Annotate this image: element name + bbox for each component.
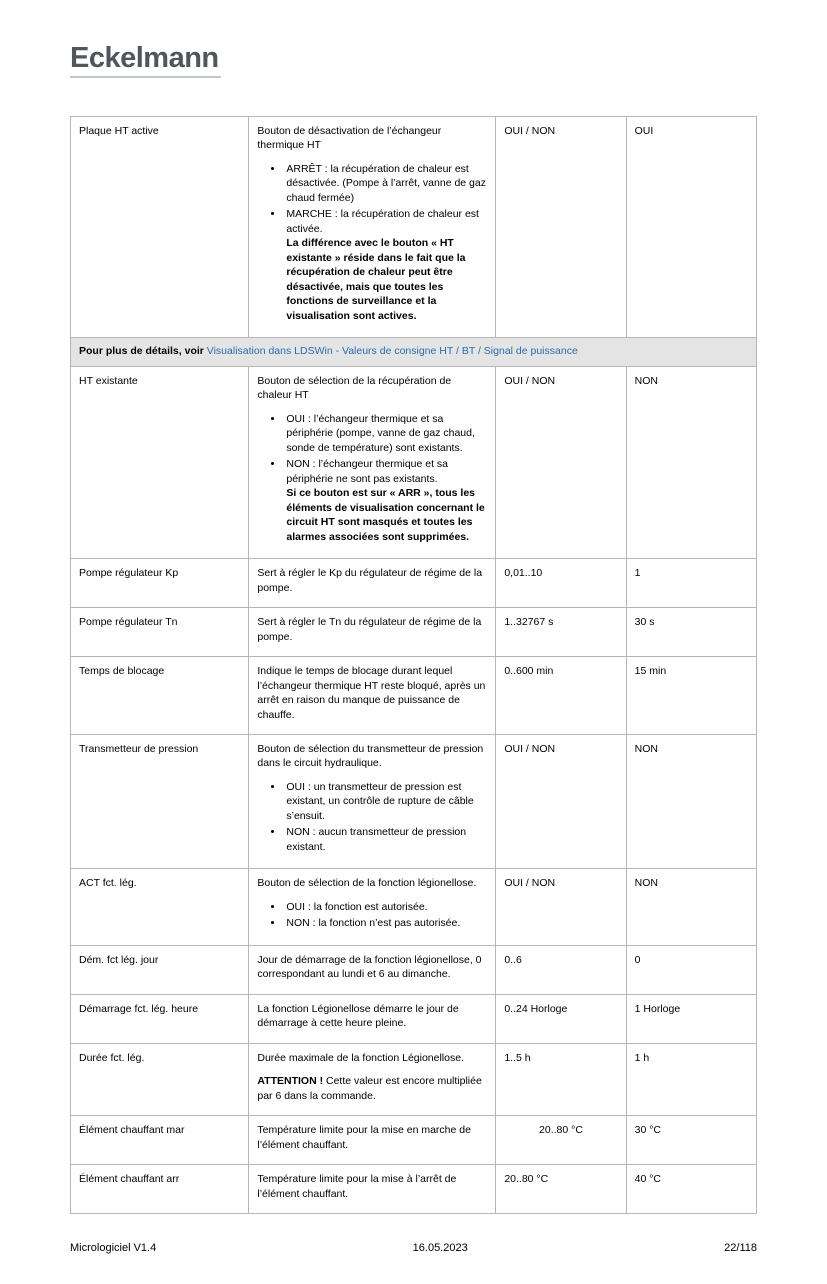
text-segment: OUI : la fonction est autorisée. <box>286 900 428 913</box>
description-paragraph <box>257 1051 487 1065</box>
description-paragraph <box>257 1172 487 1201</box>
param-name-cell: Dém. fct lég. jour <box>71 945 249 994</box>
footer-page-number: 22/118 <box>724 1242 757 1255</box>
text-segment: NON : la fonction n’est pas autorisée. <box>286 917 461 930</box>
details-link[interactable]: Visualisation dans LDSWin - Valeurs de consigne HT / BT / Signal de puissance <box>206 345 578 358</box>
param-default-cell: NON <box>626 869 756 945</box>
param-desc-cell <box>249 559 496 608</box>
param-default-cell: 1 Horloge <box>626 994 756 1043</box>
bullet-list <box>257 162 487 323</box>
param-table-body <box>71 117 757 1214</box>
text-segment: La différence avec le bouton « HT existante » réside dans le fait que la récupération de chaleur peut être désactivée, mais que toutes les fonctions de surveillance et la visualisation sont actives. <box>286 237 466 322</box>
text-segment: ATTENTION ! <box>257 1075 324 1088</box>
param-desc-cell <box>249 734 496 868</box>
text-segment: Température limite pour la mise à l’arrêt de l’élément chauffant. <box>257 1173 457 1200</box>
param-default-cell: 40 °C <box>626 1165 756 1214</box>
param-default-cell: 30 s <box>626 608 756 657</box>
note-prefix: Pour plus de détails, voir <box>79 345 207 358</box>
param-default-cell: 0 <box>626 945 756 994</box>
text-segment: Si ce bouton est sur « ARR », tous les éléments de visualisation concernant le circuit HT sont masqués et toutes les alarmes associées sont supprimées. <box>286 487 485 543</box>
param-default-cell: 1 h <box>626 1043 756 1115</box>
text-segment: Bouton de désactivation de l’échangeur thermique HT <box>257 125 442 152</box>
description-paragraph <box>257 374 487 403</box>
description-paragraph <box>257 566 487 595</box>
table-row <box>71 1116 757 1165</box>
param-default-cell: 1 <box>626 559 756 608</box>
table-row <box>71 994 757 1043</box>
table-row <box>71 734 757 868</box>
text-segment: Bouton de sélection de la fonction légionellose. <box>257 877 477 890</box>
param-default-cell: OUI <box>626 117 756 338</box>
param-range-cell: 0..600 min <box>496 657 626 735</box>
bullet-item <box>284 412 487 455</box>
param-default-cell: 30 °C <box>626 1116 756 1165</box>
text-segment: Durée maximale de la fonction Légionellose. <box>257 1051 464 1064</box>
param-range-cell: OUI / NON <box>496 366 626 558</box>
description-paragraph <box>257 953 487 982</box>
param-name-cell: Transmetteur de pression <box>71 734 249 868</box>
table-row <box>71 657 757 735</box>
param-desc-cell <box>249 608 496 657</box>
bullet-item <box>284 162 487 205</box>
text-segment: MARCHE : la récupération de chaleur est activée. <box>286 208 479 235</box>
text-segment: Sert à régler le Kp du régulateur de régime de la pompe. <box>257 567 483 594</box>
description-paragraph <box>257 664 487 722</box>
param-name-cell: Pompe régulateur Kp <box>71 559 249 608</box>
param-range-cell: 20..80 °C <box>496 1116 626 1165</box>
param-table <box>70 116 757 1214</box>
note-row <box>71 338 757 366</box>
text-segment: OUI : un transmetteur de pression est existant, un contrôle de rupture de câble s’ensuit. <box>286 780 474 822</box>
param-default-cell: NON <box>626 734 756 868</box>
description-paragraph <box>257 615 487 644</box>
param-range-cell: OUI / NON <box>496 869 626 945</box>
text-segment: NON : aucun transmetteur de pression existant. <box>286 826 467 853</box>
param-name-cell: HT existante <box>71 366 249 558</box>
param-name-cell: Élément chauffant arr <box>71 1165 249 1214</box>
param-desc-cell <box>249 1116 496 1165</box>
param-desc-cell <box>249 366 496 558</box>
param-name-cell: Plaque HT active <box>71 117 249 338</box>
text-segment: Sert à régler le Tn du régulateur de régime de la pompe. <box>257 616 482 643</box>
description-paragraph <box>257 1074 487 1103</box>
table-row <box>71 559 757 608</box>
bullet-item <box>284 457 487 544</box>
text-segment: Bouton de sélection du transmetteur de pression dans le circuit hydraulique. <box>257 742 484 770</box>
param-default-cell: NON <box>626 366 756 558</box>
bullet-list <box>257 412 487 544</box>
param-range-cell: 1..32767 s <box>496 608 626 657</box>
param-range-cell: 0..6 <box>496 945 626 994</box>
param-name-cell: ACT fct. lég. <box>71 869 249 945</box>
table-row <box>71 1165 757 1214</box>
bullet-item <box>284 825 487 854</box>
bullet-list <box>257 900 487 931</box>
description-paragraph <box>257 1123 487 1152</box>
text-segment: OUI : l’échangeur thermique et sa périphérie (pompe, vanne de gaz chaud, sonde de température) sont existants. <box>286 412 475 454</box>
description-paragraph <box>257 876 487 890</box>
footer-version: Micrologiciel V1.4 <box>70 1242 157 1255</box>
footer-date: 16.05.2023 <box>412 1242 468 1255</box>
param-desc-cell <box>249 1043 496 1115</box>
table-row <box>71 608 757 657</box>
param-range-cell: OUI / NON <box>496 734 626 868</box>
text-segment: Bouton de sélection de la récupération de chaleur HT <box>257 374 452 402</box>
text-segment: Indique le temps de blocage durant lequel l’échangeur thermique HT reste bloqué, après un arrêt en raison du manque de puissance de chauffe. <box>257 665 486 721</box>
table-row <box>71 869 757 945</box>
param-desc-cell <box>249 945 496 994</box>
text-segment: Température limite pour la mise en marche de l’élément chauffant. <box>257 1124 471 1151</box>
param-name-cell: Démarrage fct. lég. heure <box>71 994 249 1043</box>
table-row <box>71 117 757 338</box>
param-name-cell: Durée fct. lég. <box>71 1043 249 1115</box>
text-segment: Cette valeur est encore multipliée par 6 dans la commande. <box>257 1075 482 1102</box>
param-desc-cell <box>249 869 496 945</box>
param-range-cell: OUI / NON <box>496 117 626 338</box>
description-paragraph <box>257 742 487 771</box>
param-range-cell: 1..5 h <box>496 1043 626 1115</box>
note-cell <box>71 338 757 366</box>
eckelmann-logo: Eckelmann <box>70 42 221 78</box>
text-segment: La fonction Légionellose démarre le jour de démarrage à cette heure pleine. <box>257 1002 459 1030</box>
param-range-cell: 0,01..10 <box>496 559 626 608</box>
page-footer <box>70 1242 757 1254</box>
param-range-cell: 20..80 °C <box>496 1165 626 1214</box>
text-segment: NON : l’échangeur thermique et sa périphérie ne sont pas existants. <box>286 458 449 485</box>
table-row <box>71 366 757 558</box>
bullet-item <box>284 207 487 323</box>
param-desc-cell <box>249 117 496 338</box>
param-name-cell: Pompe régulateur Tn <box>71 608 249 657</box>
param-desc-cell <box>249 1165 496 1214</box>
bullet-item <box>284 916 487 930</box>
table-row <box>71 945 757 994</box>
param-range-cell: 0..24 Horloge <box>496 994 626 1043</box>
table-row <box>71 1043 757 1115</box>
bullet-item <box>284 780 487 823</box>
param-desc-cell <box>249 657 496 735</box>
description-paragraph <box>257 1002 487 1031</box>
text-segment: Jour de démarrage de la fonction légionellose, 0 correspondant au lundi et 6 au dimanche. <box>257 953 482 981</box>
param-name-cell: Élément chauffant mar <box>71 1116 249 1165</box>
bullet-list <box>257 780 487 854</box>
param-name-cell: Temps de blocage <box>71 657 249 735</box>
bullet-item <box>284 900 487 914</box>
description-paragraph <box>257 124 487 153</box>
text-segment: ARRÊT : la récupération de chaleur est désactivée. (Pompe à l’arrêt, vanne de gaz chaud fermée) <box>286 162 486 204</box>
param-default-cell: 15 min <box>626 657 756 735</box>
param-desc-cell <box>249 994 496 1043</box>
